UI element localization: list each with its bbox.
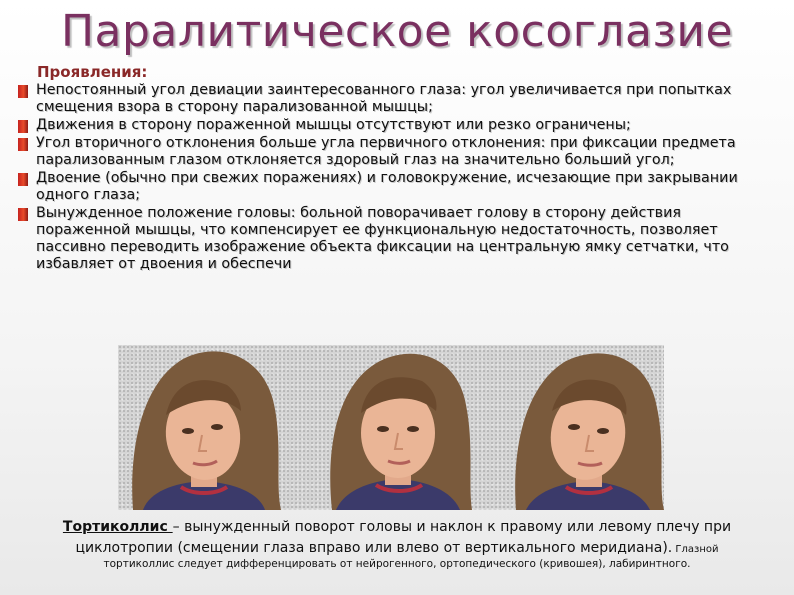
caption-text: – вынужденный поворот головы и наклон к правому или левому плечу при циклотропии (смещении глаза вправо или влево от вертикального меридиана). xyxy=(75,519,732,556)
list-item xyxy=(18,205,778,273)
slide-title: Паралитическое косоглазие xyxy=(60,6,734,57)
list-item-text: Непостоянный угол девиации заинтересованного глаза: угол увеличивается при попытках смещения взора в сторону парализованной мышцы; xyxy=(36,82,732,115)
list-item xyxy=(18,117,778,134)
bullet-marker-icon xyxy=(18,85,28,98)
list-item xyxy=(18,170,778,204)
manifestation-list xyxy=(18,82,778,274)
patient-photos xyxy=(118,345,664,510)
caption-note: Глазной xyxy=(672,544,719,555)
patient-photo-left xyxy=(123,345,283,510)
caption-line-2: тортиколлис следует дифференцировать от нейрогенного, ортопедического (кривошея), лабиринтного. xyxy=(103,558,691,570)
bullet-marker-icon xyxy=(18,120,28,133)
bullet-marker-icon xyxy=(18,138,28,151)
list-item-text: Движения в сторону пораженной мышцы отсутствуют или резко ограничены; xyxy=(36,117,631,133)
section-subtitle: Проявления: xyxy=(37,63,148,81)
patient-photo-center xyxy=(318,345,478,510)
list-item xyxy=(18,82,778,116)
list-item-text: Вынужденное положение головы: больной поворачивает голову в сторону действия пораженной мышцы, что компенсирует ее функциональную недостаточность, позволяет пассивно переводить изображение объекта фиксации на центральную ямку сетчатки, что избавляет от двоения и обеспечи xyxy=(36,205,729,272)
patient-photo-right xyxy=(508,345,668,510)
bullet-marker-icon xyxy=(18,173,28,186)
list-item-text: Двоение (обычно при свежих поражениях) и головокружение, исчезающие при закрывании одного глаза; xyxy=(36,170,738,203)
list-item xyxy=(18,135,778,169)
torticollis-caption xyxy=(12,517,782,560)
caption-term: Тортиколлис xyxy=(62,519,173,535)
bullet-marker-icon xyxy=(18,208,28,221)
list-item-text: Угол вторичного отклонения больше угла первичного отклонения: при фиксации предмета парализованным глазом отклоняется здоровый глаз на значительно больший угол; xyxy=(36,135,736,168)
